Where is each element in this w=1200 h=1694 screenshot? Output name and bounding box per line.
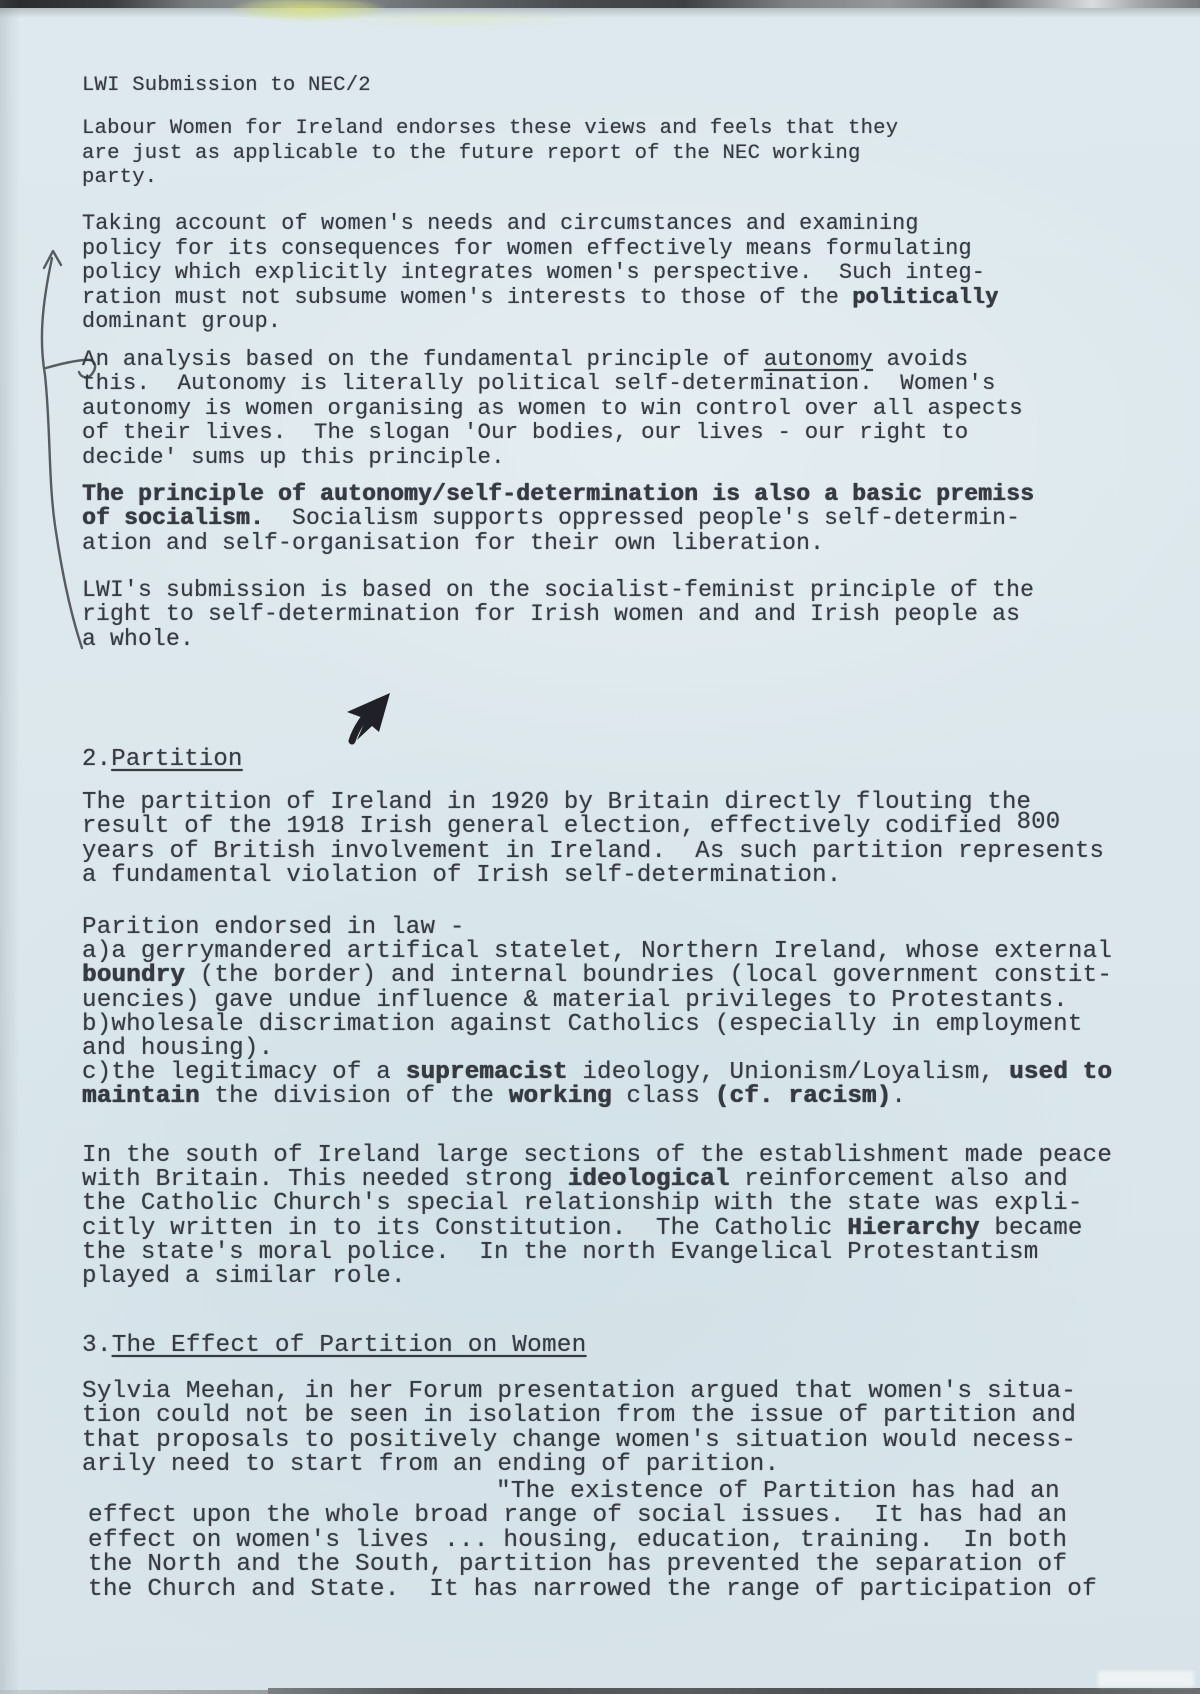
paragraph-lwi-submission: LWI's submission is based on the socialist-feminist principle of the right to self-determination for Irish women and and Irish people as a whole. xyxy=(82,577,1035,652)
section-heading-partition: 2.Partition xyxy=(82,746,243,773)
pen-arrow-up-right-icon xyxy=(347,693,390,741)
paragraph-taking-account: Taking account of women's needs and circumstances and examining policy for its consequences for women effectively means formulating policy which explicitly integrates women's perspective. Such integ- ration must not subsume women's interests to those of the politically dominant group. xyxy=(82,211,999,335)
paragraph-autonomy: An analysis based on the fundamental principle of autonomy avoids this. Autonomy is literally political self-determination. Women's autonomy is women organising as women to win control over all aspects of their lives. The slogan 'Our bodies, our lives - our right to decide' sums up this principle. xyxy=(82,346,1023,470)
paragraph-endorsement: Labour Women for Ireland endorses these views and feels that they are just as applicable to the future report of the NEC working party. xyxy=(82,117,899,189)
paragraph-sylvia-meehan: Sylvia Meehan, in her Forum presentation argued that women's situa- tion could not be seen in isolation from the issue of partition and that proposals to positively change women's situation would necess- arily need to start from an ending of parition. xyxy=(82,1378,1077,1479)
paragraph-partition-law-list: Parition endorsed in law - a)a gerrymandered artifical statelet, Northern Ireland, whose external boundry (the border) and internal boundries (local government constit- uencies) gave undue influence & material privileges to Protestants. b)wholesale discrimation against Catholics (especially in employment and housing). c)the legitimacy of a supremacist ideology, Unionism/Loyalism, used to maintain the division of the working class (cf. racism). xyxy=(82,914,1113,1111)
document-title: LWI Submission to NEC/2 xyxy=(82,74,371,97)
block-quote-partition-effects: "The existence of Partition has had an effect upon the whole broad range of social issues. It has had an effect on women's lives ... housing, education, training. In both the North and the South, partition has prevented the separation of the Church and State. It has narrowed the range of participation of xyxy=(88,1478,1097,1603)
paragraph-partition-1920: The partition of Ireland in 1920 by Britain directly flouting the result of the 1918 Irish general election, effectively codified 800 years of British involvement in Ireland. As such partition represents a fundamental violation of Irish self-determination. xyxy=(82,789,1105,890)
paragraph-principle-socialism: The principle of autonomy/self-determination is also a basic premiss of socialism. Socialism supports oppressed people's self-determin- ation and self-organisation for their own liberation. xyxy=(82,481,1035,556)
section-heading-effect-on-women: 3.The Effect of Partition on Women xyxy=(82,1332,587,1359)
margin-bracket-pen-mark xyxy=(42,258,82,648)
paragraph-south-of-ireland: In the south of Ireland large sections of the establishment made peace with Britain. This needed strong ideological reinforcement also and the Catholic Church's special relationship with the state was expli- citly written in to its Constitution. The Catholic Hierarchy became the state's moral police. In the north Evangelical Protestantism played a similar role. xyxy=(82,1142,1113,1291)
